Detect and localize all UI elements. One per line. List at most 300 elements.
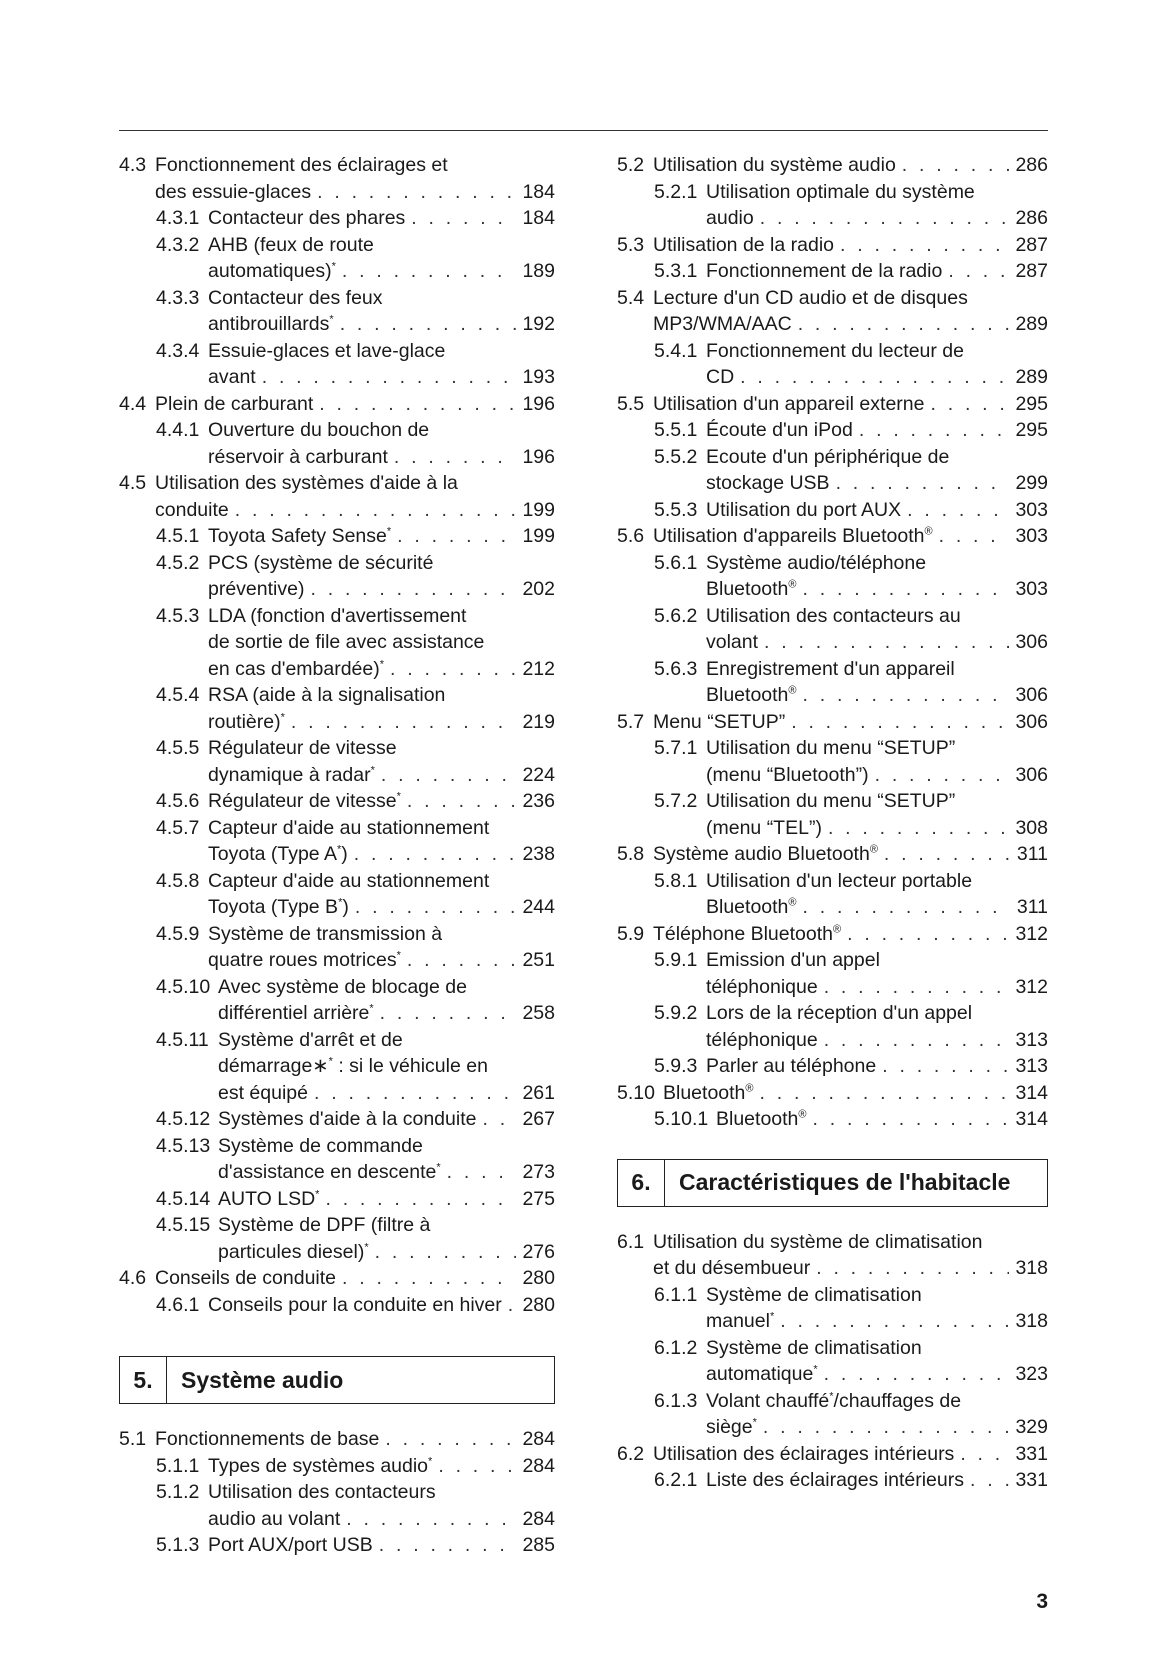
- toc-entry-title: LDA (fonction d'avertissement: [208, 604, 467, 627]
- toc-entry[interactable]: [617, 1388, 1048, 1441]
- toc-entry-number: 4.3.3: [156, 286, 200, 309]
- toc-entry-title: Utilisation de la radio: [653, 233, 835, 256]
- toc-entry[interactable]: [119, 550, 555, 603]
- toc-entry-title: AHB (feux de route: [208, 233, 374, 256]
- toc-entry-number: 6.2.1: [654, 1469, 698, 1491]
- toc-entry[interactable]: [617, 417, 1048, 444]
- toc-entry[interactable]: [119, 232, 555, 285]
- toc-entry-number: 4.3: [119, 154, 147, 176]
- toc-entry[interactable]: [119, 285, 555, 338]
- toc-entry-number: 5.2.1: [654, 180, 698, 203]
- dot-leader: [346, 1506, 516, 1533]
- toc-entry[interactable]: [119, 1212, 555, 1265]
- toc-entry-title: audio: [706, 207, 754, 229]
- toc-entry-number: 5.8.1: [654, 869, 698, 892]
- toc-entry[interactable]: [119, 417, 555, 470]
- toc-entry-title: Contacteur des feux: [208, 286, 383, 309]
- toc-entry-page: 236: [522, 790, 555, 812]
- toc-right-column: [617, 152, 1048, 1494]
- toc-entry-title: Fonctionnement des éclairages et: [155, 154, 448, 176]
- toc-entry-number: 4.5.11: [156, 1028, 209, 1051]
- dot-leader: [319, 391, 516, 418]
- dot-leader: [882, 1053, 1009, 1080]
- dot-leader: [397, 523, 516, 550]
- toc-entry[interactable]: [617, 868, 1048, 921]
- toc-entry-title: Fonctionnement de la radio: [706, 260, 943, 282]
- toc-entry[interactable]: [119, 788, 555, 815]
- dot-leader: [760, 205, 1010, 232]
- toc-entry[interactable]: [119, 735, 555, 788]
- toc-entry-number: 4.5.13: [156, 1134, 211, 1157]
- toc-entry-number: 5.7.1: [654, 737, 698, 759]
- toc-entry-page: 261: [522, 1081, 555, 1104]
- toc-entry-page: 286: [1015, 207, 1048, 229]
- toc-entry[interactable]: [119, 868, 555, 921]
- toc-entry-number: 4.5.2: [156, 551, 200, 574]
- toc-entry-number: 5.4.1: [654, 339, 698, 362]
- toc-entry-title: Système d'arrêt et de: [218, 1028, 403, 1051]
- toc-entry-page: 331: [1015, 1469, 1048, 1491]
- toc-entry-title: Conseils pour la conduite en hiver: [208, 1293, 502, 1316]
- toc-entry[interactable]: [119, 1532, 555, 1559]
- toc-entry-title: Lecture d'un CD audio et de disques: [653, 286, 968, 309]
- toc-entry-number: 6.1.2: [654, 1336, 698, 1359]
- toc-entry-page: 284: [522, 1454, 555, 1477]
- toc-entry-title: conduite: [155, 498, 229, 521]
- dot-leader: [310, 576, 516, 603]
- toc-entry-title: de sortie de file avec assistance: [208, 631, 485, 653]
- toc-entry-title: Téléphone Bluetooth®: [653, 922, 842, 945]
- dot-leader: [262, 364, 517, 391]
- toc-entry-number: 4.4.1: [156, 419, 200, 441]
- toc-entry-page: 311: [1016, 843, 1048, 865]
- toc-entry[interactable]: [617, 947, 1048, 1000]
- dot-leader: [394, 444, 517, 471]
- dot-leader: [375, 1239, 517, 1266]
- dot-leader: [385, 1426, 516, 1453]
- toc-entry[interactable]: [617, 1335, 1048, 1388]
- toc-entry-title: Lors de la réception d'un appel: [706, 1002, 973, 1024]
- toc-entry-title: Ouverture du bouchon de: [208, 419, 430, 441]
- dot-leader: [447, 1159, 517, 1186]
- toc-entry-page: 314: [1015, 1108, 1048, 1130]
- dot-leader: [380, 1000, 517, 1027]
- toc-entry[interactable]: [617, 550, 1048, 603]
- toc-entry-title: Parler au téléphone: [706, 1055, 877, 1077]
- toc-entry-title: Enregistrement d'un appareil: [706, 657, 955, 680]
- toc-entry-title: préventive): [208, 578, 305, 600]
- toc-entry[interactable]: [119, 1027, 555, 1107]
- chapter-number: 5.: [120, 1357, 167, 1403]
- toc-entry-page: 184: [522, 207, 555, 229]
- toc-entry[interactable]: [119, 391, 555, 418]
- toc-entry-number: 4.5.9: [156, 922, 200, 945]
- dot-leader: [411, 205, 516, 232]
- dot-leader: [828, 815, 1010, 842]
- toc-entry-title: quatre roues motrices*: [208, 949, 401, 971]
- toc-entry-title: Système de climatisation: [706, 1336, 922, 1359]
- chapter-number: 6.: [618, 1160, 665, 1206]
- toc-entry-title: Utilisation du menu “SETUP”: [706, 790, 956, 812]
- toc-entry-page: 308: [1015, 816, 1048, 839]
- toc-entry-title: audio au volant: [208, 1507, 341, 1530]
- toc-entry-title: Utilisation d'appareils Bluetooth®: [653, 525, 933, 547]
- toc-entry-page: 303: [1015, 525, 1048, 547]
- dot-leader: [381, 762, 517, 789]
- toc-entry[interactable]: [617, 258, 1048, 285]
- dot-leader: [317, 179, 516, 206]
- toc-entry-title: Liste des éclairages intérieurs: [706, 1469, 964, 1491]
- toc-entry-number: 5.9.1: [654, 949, 698, 971]
- toc-entry-number: 5.5: [617, 392, 645, 415]
- dot-leader: [438, 1453, 516, 1480]
- toc-entry-page: 267: [522, 1108, 555, 1130]
- toc-entry-number: 5.8: [617, 843, 645, 865]
- toc-entry-number: 4.5.15: [156, 1214, 211, 1236]
- toc-entry[interactable]: [119, 1479, 555, 1532]
- toc-entry-page: 189: [522, 260, 555, 282]
- toc-entry-title: Système audio/téléphone: [706, 551, 927, 574]
- dot-leader: [803, 682, 1010, 709]
- dot-leader: [902, 152, 1010, 179]
- dot-leader: [948, 258, 1009, 285]
- toc-entry-title: siège*: [706, 1416, 757, 1438]
- toc-entry-title: Capteur d'aide au stationnement: [208, 869, 490, 892]
- toc-entry-page: 280: [522, 1267, 555, 1289]
- toc-entry-page: 318: [1015, 1310, 1048, 1332]
- dot-leader: [314, 1080, 516, 1107]
- toc-entry-title: démarrage∗* : si le véhicule en: [218, 1055, 488, 1077]
- toc-entry-page: 303: [1015, 498, 1048, 521]
- toc-entry[interactable]: [119, 338, 555, 391]
- toc-entry-title: Toyota (Type B*): [208, 896, 349, 918]
- toc-entry-page: 313: [1015, 1055, 1048, 1077]
- toc-entry-page: 295: [1015, 392, 1048, 415]
- toc-entry[interactable]: [617, 497, 1048, 524]
- toc-entry-title: Utilisation d'un lecteur portable: [706, 869, 973, 892]
- toc-entry[interactable]: [119, 921, 555, 974]
- toc-entry-page: 329: [1015, 1416, 1048, 1438]
- toc-entry-page: 258: [522, 1002, 555, 1024]
- dot-leader: [859, 417, 1010, 444]
- toc-entry-title: dynamique à radar*: [208, 763, 375, 786]
- toc-entry-page: 299: [1015, 472, 1048, 494]
- toc-entry-page: 251: [522, 949, 555, 971]
- toc-entry-title: Essuie-glaces et lave-glace: [208, 339, 446, 362]
- toc-left-column: [119, 152, 555, 1559]
- toc-entry-title: Emission d'un appel: [706, 949, 880, 971]
- dot-leader: [798, 311, 1010, 338]
- toc-entry[interactable]: [617, 179, 1048, 232]
- toc-entry-number: 4.5.3: [156, 604, 200, 627]
- dot-leader: [379, 1532, 517, 1559]
- toc-entry-page: 286: [1015, 154, 1048, 176]
- toc-entry[interactable]: [119, 1292, 555, 1319]
- toc-entry-title: Utilisation des éclairages intérieurs: [653, 1442, 955, 1465]
- dot-leader: [803, 894, 1011, 921]
- toc-entry-title: Utilisation d'un appareil externe: [653, 392, 925, 415]
- toc-entry-title: Utilisation du système de climatisation: [653, 1230, 983, 1253]
- toc-entry-number: 4.4: [119, 392, 147, 415]
- toc-entry-number: 4.5.7: [156, 816, 200, 839]
- toc-entry[interactable]: [119, 1106, 555, 1133]
- dot-leader: [803, 576, 1010, 603]
- toc-entry-page: 306: [1015, 631, 1048, 653]
- dot-leader: [342, 1265, 516, 1292]
- dot-leader: [836, 470, 1010, 497]
- toc-entry-page: 331: [1015, 1442, 1048, 1465]
- dot-leader: [847, 921, 1009, 948]
- toc-entry-title: Utilisation du système audio: [653, 154, 896, 176]
- toc-entry-number: 5.1.3: [156, 1534, 200, 1556]
- toc-entry-number: 5.4: [617, 286, 645, 309]
- toc-entry[interactable]: [617, 735, 1048, 788]
- toc-entry-title: Bluetooth®: [706, 684, 797, 706]
- toc-entry[interactable]: [617, 1282, 1048, 1335]
- dot-leader: [342, 258, 517, 285]
- toc-entry[interactable]: [119, 152, 555, 205]
- toc-entry[interactable]: [617, 709, 1048, 736]
- toc-entry-title: et du désembueur: [653, 1257, 811, 1279]
- toc-entry-title: Conseils de conduite: [155, 1267, 337, 1289]
- toc-entry[interactable]: [617, 603, 1048, 656]
- toc-entry-page: 289: [1015, 313, 1048, 335]
- toc-entry-page: 312: [1015, 922, 1048, 945]
- toc-entry-number: 4.5: [119, 472, 147, 494]
- toc-entry-title: différentiel arrière*: [218, 1002, 374, 1024]
- toc-entry-title: est équipé: [218, 1081, 308, 1104]
- toc-entry-number: 5.10: [617, 1081, 655, 1104]
- toc-entry-page: 192: [522, 313, 555, 335]
- toc-entry[interactable]: [617, 1441, 1048, 1468]
- toc-entry[interactable]: [617, 1080, 1048, 1107]
- toc-entry-title: Bluetooth®: [706, 578, 797, 600]
- toc-entry-number: 5.7: [617, 710, 645, 733]
- dot-leader: [407, 788, 517, 815]
- toc-entry-number: 5.3: [617, 233, 645, 256]
- toc-entry-title: Capteur d'aide au stationnement: [208, 816, 490, 839]
- toc-entry-number: 5.2: [617, 154, 645, 176]
- toc-entry-title: Système de transmission à: [208, 922, 443, 945]
- toc-entry-title: (menu “Bluetooth”): [706, 763, 869, 786]
- toc-entry-number: 5.3.1: [654, 260, 698, 282]
- toc-entry-page: 306: [1015, 710, 1048, 733]
- toc-entry-title: Ecoute d'un périphérique de: [706, 445, 950, 468]
- toc-entry-page: 303: [1015, 578, 1048, 600]
- toc-entry[interactable]: [617, 285, 1048, 338]
- toc-entry-page: 295: [1015, 419, 1048, 441]
- toc-entry-title: Bluetooth®: [663, 1081, 754, 1104]
- toc-entry-number: 4.5.1: [156, 525, 200, 547]
- chapter-title: Système audio: [181, 1366, 344, 1393]
- toc-entry-number: 5.6.2: [654, 604, 698, 627]
- toc-entry-title: volant: [706, 631, 759, 653]
- toc-entry[interactable]: [617, 152, 1048, 179]
- toc-entry[interactable]: [119, 1133, 555, 1186]
- toc-entry-number: 5.5.1: [654, 419, 698, 441]
- toc-entry[interactable]: [617, 523, 1048, 550]
- toc-entry[interactable]: [617, 1053, 1048, 1080]
- dot-leader: [764, 629, 1009, 656]
- toc-entry-title: téléphonique: [706, 1028, 818, 1051]
- toc-entry-page: 276: [522, 1240, 555, 1263]
- page-number: 3: [1036, 1590, 1048, 1613]
- toc-entry[interactable]: [119, 1426, 555, 1453]
- dot-leader: [235, 497, 517, 524]
- dot-leader: [970, 1467, 1009, 1494]
- toc-entry-title: Port AUX/port USB: [208, 1534, 373, 1556]
- toc-entry-page: 311: [1016, 896, 1048, 918]
- dot-leader: [960, 1441, 1009, 1468]
- toc-entry-title: Système de climatisation: [706, 1283, 922, 1306]
- toc-entry[interactable]: [617, 391, 1048, 418]
- toc-entry[interactable]: [617, 921, 1048, 948]
- toc-entry-title: Régulateur de vitesse*: [208, 790, 401, 812]
- toc-entry-title: Bluetooth®: [706, 896, 797, 918]
- toc-entry-title: Système de DPF (filtre à: [218, 1214, 431, 1236]
- toc-entry-title: Toyota Safety Sense*: [208, 525, 392, 547]
- toc-entry-title: Contacteur des phares: [208, 207, 406, 229]
- toc-entry-title: Système de commande: [218, 1134, 423, 1157]
- toc-entry-number: 5.6.1: [654, 551, 698, 574]
- toc-entry-number: 6.1.3: [654, 1389, 698, 1412]
- toc-entry-title: des essuie-glaces: [155, 180, 312, 203]
- toc-entry-title: MP3/WMA/AAC: [653, 313, 792, 335]
- toc-entry[interactable]: [617, 1229, 1048, 1282]
- toc-entry-page: 202: [522, 578, 555, 600]
- toc-entry-number: 5.5.3: [654, 498, 698, 521]
- toc-entry-title: Types de systèmes audio*: [208, 1454, 433, 1477]
- toc-entry[interactable]: [119, 205, 555, 232]
- toc-entry-title: Utilisation optimale du système: [706, 180, 975, 203]
- toc-entry-title: Volant chauffé*/chauffages de: [706, 1389, 962, 1412]
- toc-entry-number: 5.10.1: [654, 1108, 709, 1130]
- toc-entry-title: AUTO LSD*: [218, 1187, 320, 1210]
- toc-entry-title: routière)*: [208, 710, 285, 733]
- toc-entry[interactable]: [119, 1265, 555, 1292]
- dot-leader: [763, 1414, 1010, 1441]
- toc-entry-page: 196: [522, 445, 555, 468]
- toc-entry-number: 5.9.3: [654, 1055, 698, 1077]
- toc-entry-number: 5.1: [119, 1428, 147, 1450]
- toc-entry-title: Toyota (Type A*): [208, 843, 348, 865]
- toc-entry-page: 275: [522, 1187, 555, 1210]
- toc-list-left-top: [119, 152, 555, 1318]
- toc-entry-title: Utilisation des contacteurs: [208, 1481, 436, 1503]
- toc-entry-title: automatiques)*: [208, 260, 336, 282]
- toc-entry[interactable]: [119, 815, 555, 868]
- dot-leader: [816, 1255, 1009, 1282]
- toc-entry-page: 224: [522, 763, 555, 786]
- toc-entry-title: Système audio Bluetooth®: [653, 843, 878, 865]
- dot-leader: [907, 497, 1009, 524]
- toc-entry-title: automatique*: [706, 1363, 818, 1385]
- toc-entry-number: 4.5.14: [156, 1187, 211, 1210]
- toc-entry-page: 289: [1015, 366, 1048, 388]
- toc-entry-title: Écoute d'un iPod: [706, 419, 853, 441]
- toc-entry[interactable]: [119, 523, 555, 550]
- toc-entry-title: Régulateur de vitesse: [208, 737, 397, 759]
- toc-entry-page: 306: [1015, 763, 1048, 786]
- dot-leader: [884, 841, 1011, 868]
- toc-entry[interactable]: [617, 444, 1048, 497]
- toc-entry-page: 306: [1015, 684, 1048, 706]
- toc-entry-page: 314: [1015, 1081, 1048, 1104]
- toc-entry[interactable]: [119, 1186, 555, 1213]
- toc-entry[interactable]: [617, 841, 1048, 868]
- toc-entry[interactable]: [617, 1000, 1048, 1053]
- toc-entry-title: manuel*: [706, 1310, 775, 1332]
- chapter-header-5: [119, 1356, 555, 1404]
- toc-entry-title: Avec système de blocage de: [218, 975, 467, 998]
- dot-leader: [813, 1106, 1010, 1133]
- dot-leader: [354, 841, 517, 868]
- toc-list-left-bottom: [119, 1426, 555, 1559]
- toc-entry-title: (menu “TEL”): [706, 816, 822, 839]
- toc-entry[interactable]: [617, 788, 1048, 841]
- toc-entry-number: 4.5.8: [156, 869, 200, 892]
- toc-entry[interactable]: [119, 1453, 555, 1480]
- toc-entry-title: réservoir à carburant: [208, 445, 388, 468]
- toc-entry-title: Plein de carburant: [155, 392, 314, 415]
- toc-list-right-top: [617, 152, 1048, 1133]
- toc-entry[interactable]: [119, 603, 555, 683]
- toc-entry-page: 287: [1015, 233, 1048, 256]
- toc-entry-page: 193: [522, 366, 555, 388]
- toc-entry-title: d'assistance en descente*: [218, 1161, 441, 1183]
- toc-entry-number: 5.9.2: [654, 1002, 698, 1024]
- toc-entry-page: 287: [1015, 260, 1048, 282]
- toc-entry-number: 4.5.4: [156, 684, 200, 706]
- toc-entry-page: 323: [1015, 1363, 1048, 1385]
- toc-entry-number: 6.1.1: [654, 1283, 698, 1306]
- toc-entry-number: 4.5.5: [156, 737, 200, 759]
- toc-entry-number: 5.1.2: [156, 1481, 200, 1503]
- dot-leader: [939, 523, 1010, 550]
- toc-entry-page: 238: [522, 843, 555, 865]
- dot-leader: [325, 1186, 516, 1213]
- toc-entry[interactable]: [119, 470, 555, 523]
- toc-entry-title: en cas d'embardée)*: [208, 657, 385, 680]
- toc-entry-title: Systèmes d'aide à la conduite: [218, 1108, 477, 1130]
- toc-entry-title: PCS (système de sécurité: [208, 551, 434, 574]
- toc-entry[interactable]: [617, 232, 1048, 259]
- toc-entry-number: 4.3.4: [156, 339, 200, 362]
- toc-entry[interactable]: [617, 1106, 1048, 1133]
- toc-entry[interactable]: [119, 682, 555, 735]
- toc-entry-page: 318: [1015, 1257, 1048, 1279]
- toc-entry[interactable]: [617, 1467, 1048, 1494]
- toc-entry[interactable]: [617, 656, 1048, 709]
- toc-entry-page: 284: [522, 1507, 555, 1530]
- toc-entry-title: particules diesel)*: [218, 1240, 369, 1263]
- toc-entry[interactable]: [119, 974, 555, 1027]
- toc-entry-number: 4.5.6: [156, 790, 200, 812]
- toc-entry-number: 5.1.1: [156, 1454, 200, 1477]
- toc-entry-title: RSA (aide à la signalisation: [208, 684, 446, 706]
- toc-entry-title: Utilisation des contacteurs au: [706, 604, 961, 627]
- toc-entry-title: Utilisation du port AUX: [706, 498, 902, 521]
- toc-entry-title: Utilisation des systèmes d'aide à la: [155, 472, 458, 494]
- toc-entry-page: 196: [522, 392, 555, 415]
- toc-entry[interactable]: [617, 338, 1048, 391]
- toc-entry-page: 280: [522, 1293, 555, 1316]
- toc-entry-number: 4.6.1: [156, 1293, 200, 1316]
- toc-entry-number: 6.2: [617, 1442, 645, 1465]
- toc-entry-number: 4.5.12: [156, 1108, 211, 1130]
- toc-entry-number: 5.6: [617, 525, 645, 547]
- dot-leader: [482, 1106, 516, 1133]
